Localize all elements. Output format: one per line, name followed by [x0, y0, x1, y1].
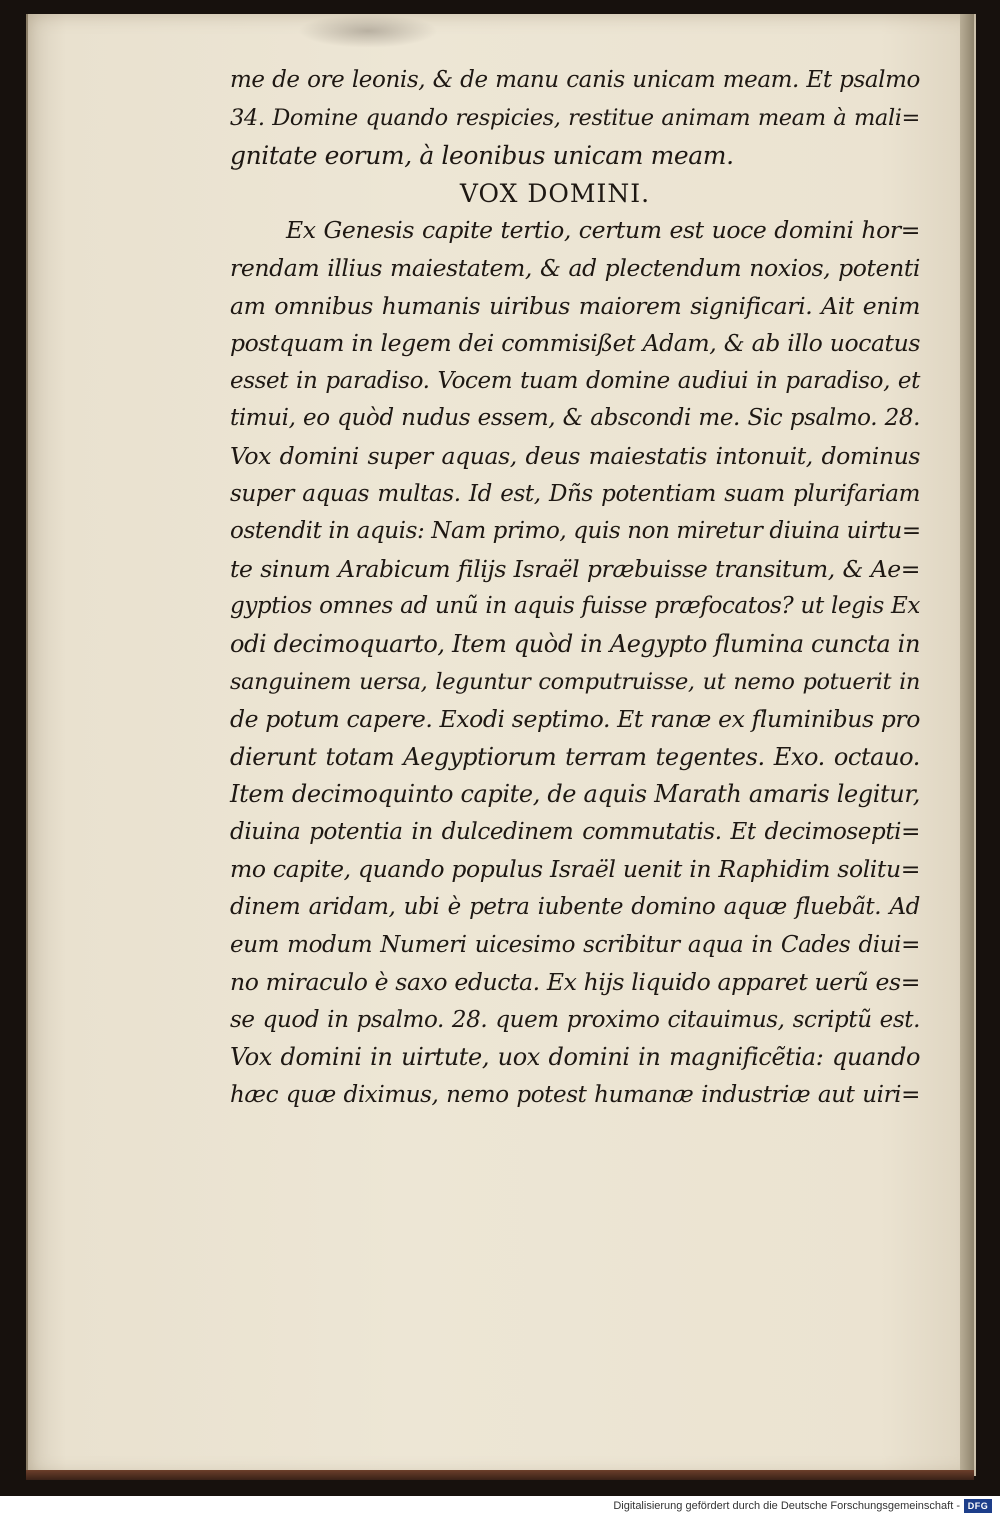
text-line: odi decimoquarto, Item quòd in Aegypto flumina cuncta in — [230, 629, 920, 658]
text-line: timui, eo quòd nudus essem, & abscondi me. Sic psalmo. 28. — [230, 405, 920, 432]
footer-bar — [0, 1496, 1000, 1518]
text-line: Item decimoquinto capite, de aquis Marath amaris legitur, — [230, 780, 920, 809]
text-line: mo capite, quando populus Israël uenit in Raphidim solitu= — [230, 855, 920, 884]
text-line: postquam in legem dei commisißet Adam, & ab illo uocatus — [230, 329, 920, 358]
text-line: eum modum Numeri uicesimo scribitur aqua in Cades diui= — [230, 931, 920, 958]
page-edge — [960, 14, 974, 1476]
text-line: se quod in psalmo. 28. quem proximo citauimus, scriptũ est. — [230, 1006, 920, 1033]
text-line: te sinum Arabicum filijs Israël præbuisse transitum, & Ae= — [230, 554, 920, 583]
text-line: super aquas multas. Id est, Dñs potentiam suam plurifariam — [230, 480, 920, 507]
text-line: gnitate eorum, à leonibus unicam meam. — [230, 141, 734, 171]
text-line: 34. Domine quando respicies, restitue animam meam à mali= — [230, 104, 920, 131]
funding-notice: Digitalisierung gefördert durch die Deutsche Forschungsgemeinschaft - — [613, 1500, 960, 1512]
section-heading: VOX DOMINI. — [459, 178, 651, 208]
text-line: de potum capere. Exodi septimo. Et ranæ ex fluminibus pro — [230, 705, 920, 734]
page-stain — [298, 14, 438, 48]
text-line: dierunt totam Aegyptiorum terram tegentes. Exo. octauo. — [230, 742, 920, 771]
page-text — [230, 62, 920, 1115]
text-line: am omnibus humanis uiribus maiorem significari. Ait enim — [230, 291, 920, 320]
text-line: me de ore leonis, & de manu canis unicam meam. Et psalmo — [230, 67, 920, 93]
book-cover-edge — [26, 1470, 974, 1480]
text-line: Ex Genesis capite tertio, certum est uoce domini hor= — [286, 216, 920, 245]
dfg-logo: DFG — [964, 1499, 992, 1513]
text-line: Vox domini super aquas, deus maiestatis intonuit, dominus — [230, 441, 920, 470]
text-line: sanguinem uersa, leguntur computruisse, ut nemo potuerit in — [230, 668, 920, 695]
text-line: diuina potentia in dulcedinem commutatis. Et decimosepti= — [230, 818, 920, 845]
text-line: ostendit in aquis: Nam primo, quis non miretur diuina uirtu= — [230, 518, 921, 545]
text-line: rendam illius maiestatem, & ad plectendum noxios, potenti — [230, 253, 920, 282]
text-line: dinem aridam, ubi è petra iubente domino aquæ fluebãt. Ad — [230, 894, 920, 921]
text-line: esset in paradiso. Vocem tuam domine audiui in paradiso, et — [230, 367, 920, 394]
text-line: hæc quæ diximus, nemo potest humanæ industriæ aut uiri= — [230, 1082, 920, 1109]
text-line: gyptios omnes ad unũ in aquis fuisse præfocatos? ut legis Ex — [230, 593, 920, 620]
text-line: Vox domini in uirtute, uox domini in magnificẽtia: quando — [230, 1043, 920, 1072]
text-line: no miraculo è saxo educta. Ex hijs liquido apparet uerũ es= — [230, 968, 920, 997]
